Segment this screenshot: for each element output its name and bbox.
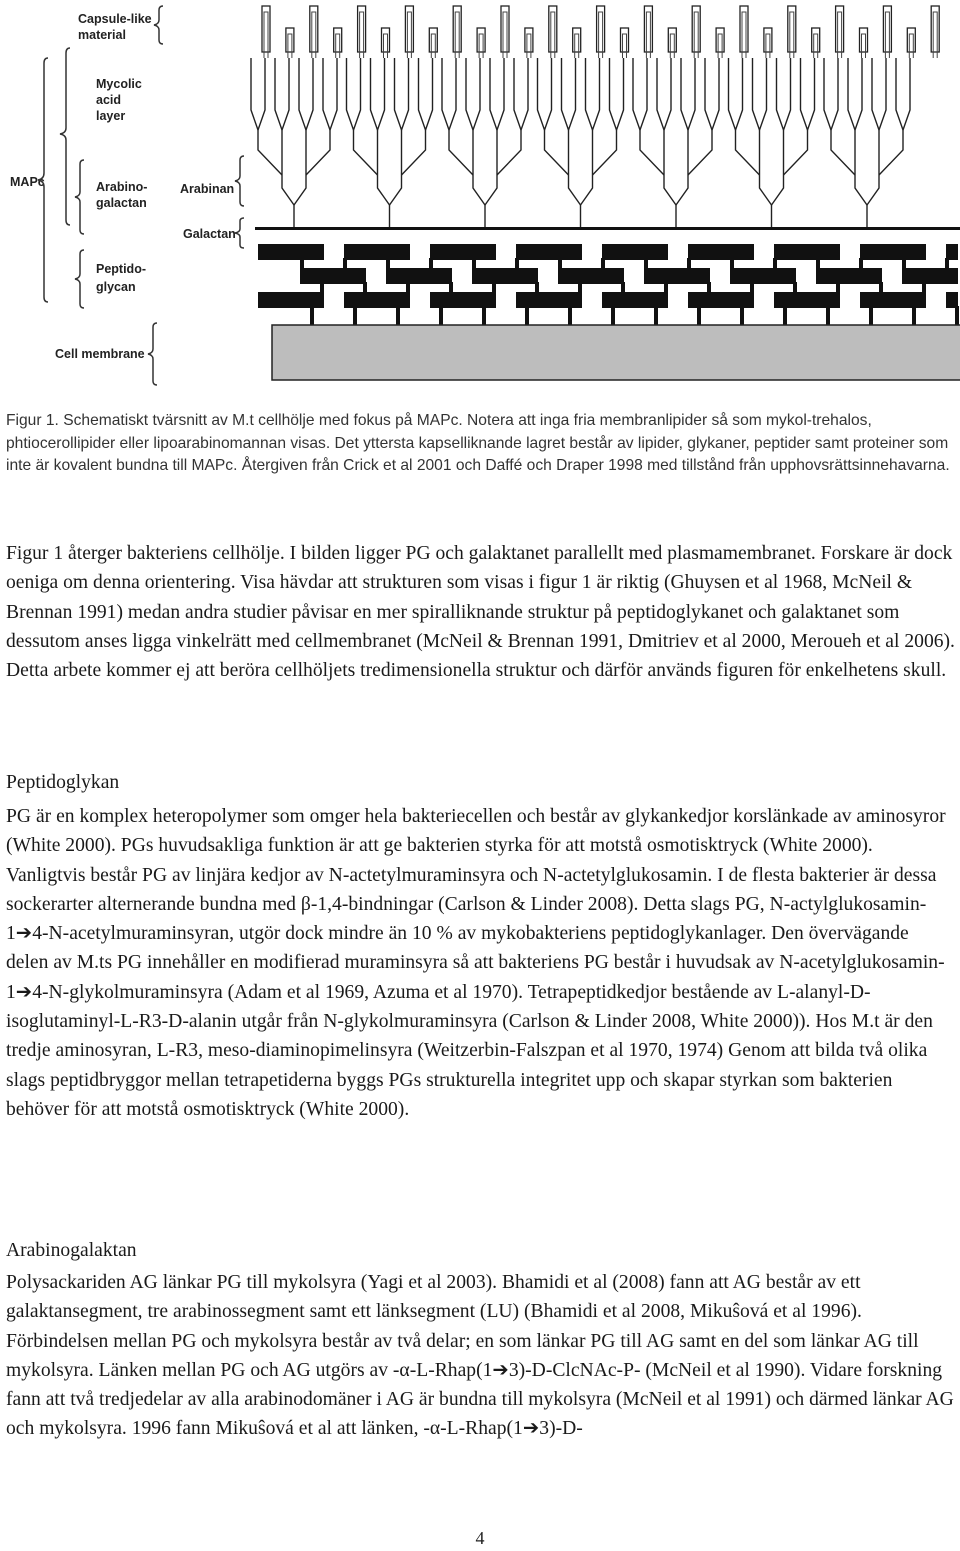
arabinan-branch bbox=[442, 58, 449, 130]
arabinan-branch bbox=[879, 58, 886, 130]
arabinan-branch bbox=[824, 58, 831, 130]
peptidoglycan-strand bbox=[602, 292, 668, 308]
arabinan-branch bbox=[736, 130, 760, 175]
peptide-crosslink bbox=[343, 258, 347, 270]
arabinan-branch bbox=[831, 130, 855, 175]
peptidoglycan-strand bbox=[258, 244, 324, 260]
brace-arabinogalactan bbox=[75, 160, 84, 234]
arabinan-branch bbox=[419, 58, 426, 130]
arabinan-branch bbox=[395, 58, 402, 130]
arabinan-branch bbox=[402, 58, 409, 130]
arabinan-branch bbox=[306, 130, 330, 175]
arabinan-branch bbox=[729, 58, 736, 130]
peptide-crosslink bbox=[793, 282, 797, 294]
peptide-crosslink bbox=[439, 306, 443, 325]
arabinan-branch bbox=[347, 58, 354, 130]
peptidoglycan-strand bbox=[516, 292, 582, 308]
peptide-crosslink bbox=[902, 258, 906, 270]
peptide-crosslink bbox=[773, 258, 777, 270]
peptide-crosslink bbox=[300, 258, 304, 270]
peptide-crosslink bbox=[740, 306, 744, 325]
peptide-crosslink bbox=[750, 282, 754, 294]
arabinan-branch bbox=[390, 175, 402, 205]
peptidoglycan-strand bbox=[300, 268, 366, 284]
mycolic-acid-hairpin bbox=[860, 28, 868, 52]
peptide-crosslink bbox=[601, 258, 605, 270]
label-galactan: Galactan bbox=[183, 227, 236, 241]
peptidoglycan-strand bbox=[730, 268, 796, 284]
mycolic-acid-hairpin bbox=[262, 6, 270, 52]
peptide-crosslink bbox=[578, 282, 582, 294]
arabinan-branch bbox=[801, 58, 808, 130]
arabinan-branch bbox=[688, 130, 712, 175]
arabinan-branch bbox=[808, 58, 815, 130]
label-mycolic-acid-layer: Mycolic acid layer bbox=[96, 77, 142, 123]
brace-capsule bbox=[154, 6, 163, 44]
peptide-crosslink bbox=[912, 306, 916, 325]
mycolic-acid-hairpin bbox=[907, 28, 915, 52]
mycolic-acid-hairpin bbox=[310, 6, 318, 52]
mycolic-acid-hairpin bbox=[621, 28, 629, 52]
arabinan-branch bbox=[497, 130, 521, 175]
brace-mycolic bbox=[60, 48, 70, 225]
peptide-crosslink bbox=[449, 282, 453, 294]
peptide-crosslink bbox=[955, 306, 959, 325]
cell-envelope-figure bbox=[0, 0, 960, 395]
peptide-crosslink bbox=[386, 258, 390, 270]
arabinan-branch bbox=[323, 58, 330, 130]
arabinan-branch bbox=[855, 58, 862, 130]
arabinan-branch bbox=[753, 58, 760, 130]
peptidoglycan-strand bbox=[430, 292, 496, 308]
peptidoglycan-strand bbox=[902, 268, 958, 284]
peptide-crosslink bbox=[429, 258, 433, 270]
arabinan-branch bbox=[299, 58, 306, 130]
arabinan-branch bbox=[449, 130, 473, 175]
arabinan-branch bbox=[258, 58, 265, 130]
peptidoglycan-strand bbox=[946, 292, 958, 308]
peptidoglycan-strand bbox=[774, 244, 840, 260]
peptidoglycan-layer bbox=[258, 244, 960, 325]
arabinan-branch bbox=[831, 58, 838, 130]
mycolic-acid-hairpin bbox=[883, 6, 891, 52]
mycolic-acid-hairpin bbox=[501, 6, 509, 52]
peptidoglycan-strand bbox=[688, 244, 754, 260]
arabinan-branch bbox=[688, 58, 695, 130]
peptide-crosslink bbox=[816, 258, 820, 270]
mycolic-acid-hairpin bbox=[549, 6, 557, 52]
peptide-crosslink bbox=[869, 306, 873, 325]
peptide-crosslink bbox=[492, 282, 496, 294]
peptide-crosslink bbox=[406, 282, 410, 294]
arabinan-branch bbox=[676, 175, 688, 205]
cell-membrane-band bbox=[272, 325, 960, 380]
peptide-crosslink bbox=[945, 258, 949, 270]
arabinan-branch bbox=[879, 130, 903, 175]
arabinan-branch bbox=[903, 58, 910, 130]
arabinan-branch bbox=[426, 58, 433, 130]
peptidoglycan-strand bbox=[558, 268, 624, 284]
peptide-crosslink bbox=[611, 306, 615, 325]
mycolic-acid-hairpin bbox=[764, 28, 772, 52]
peptide-crosslink bbox=[826, 306, 830, 325]
arabinan-branch bbox=[545, 58, 552, 130]
mycolic-acid-hairpin bbox=[836, 6, 844, 52]
peptide-crosslink bbox=[396, 306, 400, 325]
paragraph-peptidoglykan: PG är en komplex heteropolymer som omger hela bakteriecellen och består av glykankedjor korslänkade av aminosyror (White 2000). PGs huvudsakliga funktion är att ge bakterien styrka för att motstå osmotisktryck (White 2000). Vanligtvis består PG av linjära kedjor av N-actetylmuraminsyra och N-actetylglukosamin. I de flesta bakterier är dessa sockerarter alternerande bundna med β-1,4-bindningar (Carlson & Linder 2008). Detta slags PG, N-actylglukosamin-1➔4-N-acetylmuraminsyran, utgör dock mindre än 10 % av mykobakteriens peptidoglykanlager. Den övervägande delen av M.ts PG innehåller en modifierad muraminsyra så att bakteriens PG består i huvudsak av N-acetylglukosamin-1➔4-N-glykolmuraminsyra (Adam et al 1969, Azuma et al 1970). Tetrapeptidkedjor bestående av L-alanyl-D-isoglutaminyl-L-R3-D-alanin utgår från N-glykolmuraminsyra (Carlson & Linder 2008, White 2000)). Hos M.t är den tredje aminosyran, L-R3, meso-diaminopimelinsyra (Weitzerbin-Falszpan et al 1970, 1974) Genom att bilda två olika slags peptidbryggor mellan tetrapetiderna byggs PGs strukturella integritet upp och skapar styrkan som bakterien behöver för att motstå osmotisktryck (White 2000). bbox=[6, 806, 946, 1120]
arabinan-branch bbox=[378, 175, 390, 205]
arabinan-branch bbox=[617, 58, 624, 130]
mycolic-acid-layer bbox=[262, 6, 939, 58]
arabinan-branch bbox=[586, 58, 593, 130]
peptidoglycan-strand bbox=[644, 268, 710, 284]
arabinan-branch bbox=[760, 175, 772, 205]
paragraph-arabinogalaktan: Polysackariden AG länkar PG till mykolsyra (Yagi et al 2003). Bhamidi et al (2008) fann att AG består av ett galaktansegment, tre arabinossegment samt ett länksegment (LU) (Bhamidi et al 2008, Mikuŝová et al 1996). Förbindelsen mellan PG och mykolsyra består av två delar; en som länkar PG till AG samt en del som länkar AG till mykolsyra. Länken mellan PG och AG utgörs av -α-L-Rhap(1➔3)-D-ClcNAc-P- (McNeil et al 1990). Vidare forskning fann att två tredjedelar av alla arabinodomäner i AG är bundna till mykolsyra (McNeil et al 1991) och därmed länkar AG och mykolsyra. 1996 fann Mikuŝová et al att länken, -α-L-Rhap(1➔3)-D- bbox=[6, 1272, 954, 1440]
arabinan-branch bbox=[258, 130, 282, 175]
label-capsule: Capsule-like material bbox=[78, 12, 152, 42]
arabinan-branch bbox=[275, 58, 282, 130]
page-number: 4 bbox=[475, 1528, 485, 1548]
arabinan-branch bbox=[664, 58, 671, 130]
arabinan-branch bbox=[569, 175, 581, 205]
galactan-chain bbox=[255, 227, 960, 230]
peptidoglycan-strand bbox=[386, 268, 452, 284]
arabinan-branch bbox=[581, 175, 593, 205]
peptide-crosslink bbox=[535, 282, 539, 294]
mycolic-acid-hairpin bbox=[668, 28, 676, 52]
arabinan-branch bbox=[466, 58, 473, 130]
arabinan-branch bbox=[777, 58, 784, 130]
peptidoglycan-strand bbox=[774, 292, 840, 308]
arabinan-branch bbox=[593, 130, 617, 175]
arabinan-branch bbox=[664, 175, 676, 205]
arabinan-branch bbox=[294, 175, 306, 205]
arabinan-branch bbox=[784, 58, 791, 130]
arabinan-branch bbox=[855, 175, 867, 205]
mycolic-acid-hairpin bbox=[286, 28, 294, 52]
arabinan-branch bbox=[760, 58, 767, 130]
arabinan-branch bbox=[538, 58, 545, 130]
peptide-crosslink bbox=[922, 282, 926, 294]
peptide-crosslink bbox=[687, 258, 691, 270]
peptidoglycan-strand bbox=[688, 292, 754, 308]
peptide-crosslink bbox=[310, 306, 314, 325]
arabinan-branch bbox=[633, 58, 640, 130]
label-peptidoglycan: Peptido- glycan bbox=[96, 262, 146, 294]
arabinan-branch bbox=[712, 58, 719, 130]
paragraph-intro: Figur 1 återger bakteriens cellhölje. I bilden ligger PG och galaktanet parallellt med plasmamembranet. Forskare är dock oeniga om denna orientering. Visa hävdar att strukturen som visas i figur 1 är riktig (Ghuysen et al 1968, McNeil & Brennan 1991) medan andra studier påvisar en mer spiralliknande struktur på peptidoglykanet och galaktanet som dessutom anses ligga vinkelrätt med cellmembranet (McNeil & Brennan 1991, Dmitriev et al 2000, Meroueh et al 2006). Detta arbete kommer ej att beröra cellhöljets tredimensionella struktur och därför används figuren för enkelhetens skull. bbox=[6, 543, 955, 682]
peptidoglycan-strand bbox=[860, 292, 926, 308]
arabinan-branch bbox=[640, 130, 664, 175]
mycolic-acid-hairpin bbox=[788, 6, 796, 52]
brace-galactan bbox=[235, 218, 244, 248]
label-arabinogalactan: Arabino- galactan bbox=[96, 180, 148, 210]
peptidoglycan-strand bbox=[602, 244, 668, 260]
arabinan-branch bbox=[251, 58, 258, 130]
peptide-crosslink bbox=[664, 282, 668, 294]
mycolic-acid-hairpin bbox=[405, 6, 413, 52]
peptide-crosslink bbox=[482, 306, 486, 325]
arabinan-branch bbox=[872, 58, 879, 130]
arabinan-branch bbox=[282, 58, 289, 130]
mycolic-acid-hairpin bbox=[597, 6, 605, 52]
arabinan-branch bbox=[378, 58, 385, 130]
arabinan-branch bbox=[772, 175, 784, 205]
mycolic-acid-hairpin bbox=[931, 6, 939, 52]
figure-caption: Figur 1. Schematiskt tvärsnitt av M.t cellhölje med fokus på MAPc. Notera att inga fria membranlipider så som mykol-trehalos, phtiocerollipider eller lipoarabinomannan visas. Det yttersta kapselliknande lagret består av lipider, glykaner, peptider samt proteiner som inte är kovalent bundna till MAPc. Återgiven från Crick et al 2001 och Daffé och Draper 1998 med tillstånd från upphovsrättsinnehavarna. bbox=[6, 412, 950, 475]
peptide-crosslink bbox=[525, 306, 529, 325]
peptide-crosslink bbox=[879, 282, 883, 294]
arabinan-branch bbox=[473, 58, 480, 130]
brace-arabinan bbox=[235, 156, 244, 206]
arabinan-branch bbox=[473, 175, 485, 205]
mycolic-acid-hairpin bbox=[382, 28, 390, 52]
peptidoglycan-strand bbox=[516, 244, 582, 260]
arabinan-branch bbox=[282, 175, 294, 205]
arabinan-branch bbox=[354, 130, 378, 175]
arabinan-branch bbox=[490, 58, 497, 130]
label-arabinan: Arabinan bbox=[180, 182, 235, 196]
arabinan-branch bbox=[485, 175, 497, 205]
arabinan-branch bbox=[562, 58, 569, 130]
arabinan-branch bbox=[896, 58, 903, 130]
arabinan-branch bbox=[354, 58, 361, 130]
peptide-crosslink bbox=[730, 258, 734, 270]
arabinan-branch bbox=[371, 58, 378, 130]
mycolic-acid-hairpin bbox=[358, 6, 366, 52]
arabinan-branch bbox=[610, 58, 617, 130]
mycolic-acid-hairpin bbox=[573, 28, 581, 52]
peptide-crosslink bbox=[472, 258, 476, 270]
arabinan-branch bbox=[657, 58, 664, 130]
brace-peptidoglycan bbox=[75, 250, 84, 308]
mycolic-acid-hairpin bbox=[429, 28, 437, 52]
peptide-crosslink bbox=[621, 282, 625, 294]
peptidoglycan-strand bbox=[258, 292, 324, 308]
peptidoglycan-strand bbox=[344, 292, 410, 308]
arabinan-branch bbox=[545, 130, 569, 175]
arabinan-branch bbox=[449, 58, 456, 130]
arabinan-branch bbox=[569, 58, 576, 130]
label-cell-membrane: Cell membrane bbox=[55, 347, 145, 361]
arabinan-branch bbox=[784, 130, 808, 175]
mycolic-acid-hairpin bbox=[477, 28, 485, 52]
peptidoglycan-strand bbox=[946, 244, 958, 260]
peptide-crosslink bbox=[515, 258, 519, 270]
peptidoglycan-strand bbox=[860, 244, 926, 260]
mycolic-acid-hairpin bbox=[334, 28, 342, 52]
peptide-crosslink bbox=[783, 306, 787, 325]
peptide-crosslink bbox=[363, 282, 367, 294]
mycolic-acid-hairpin bbox=[692, 6, 700, 52]
arabinan-branch bbox=[306, 58, 313, 130]
peptidoglycan-strand bbox=[472, 268, 538, 284]
mycolic-acid-hairpin bbox=[453, 6, 461, 52]
label-mapc: MAPc bbox=[10, 175, 45, 189]
arabinan-branch bbox=[640, 58, 647, 130]
arabinan-branch bbox=[330, 58, 337, 130]
arabinan-branch bbox=[521, 58, 528, 130]
arabinan-branch bbox=[736, 58, 743, 130]
arabinan-branch bbox=[514, 58, 521, 130]
arabinan-branch bbox=[497, 58, 504, 130]
heading-arabinogalaktan: Arabinogalaktan bbox=[6, 1240, 137, 1261]
arabinan-branch bbox=[867, 175, 879, 205]
mycolic-acid-hairpin bbox=[644, 6, 652, 52]
peptide-crosslink bbox=[353, 306, 357, 325]
peptide-crosslink bbox=[707, 282, 711, 294]
arabinan-trees bbox=[251, 58, 910, 228]
peptide-crosslink bbox=[697, 306, 701, 325]
arabinan-branch bbox=[402, 130, 426, 175]
peptidoglycan-strand bbox=[430, 244, 496, 260]
arabinan-branch bbox=[681, 58, 688, 130]
heading-peptidoglykan: Peptidoglykan bbox=[6, 772, 120, 793]
peptide-crosslink bbox=[836, 282, 840, 294]
arabinan-branch bbox=[705, 58, 712, 130]
peptide-crosslink bbox=[558, 258, 562, 270]
mycolic-acid-hairpin bbox=[740, 6, 748, 52]
peptide-crosslink bbox=[568, 306, 572, 325]
peptidoglycan-strand bbox=[344, 244, 410, 260]
arabinan-branch bbox=[593, 58, 600, 130]
peptidoglycan-strand bbox=[816, 268, 882, 284]
peptide-crosslink bbox=[654, 306, 658, 325]
peptide-crosslink bbox=[859, 258, 863, 270]
brace-cell-membrane bbox=[148, 323, 157, 385]
peptide-crosslink bbox=[320, 282, 324, 294]
mycolic-acid-hairpin bbox=[525, 28, 533, 52]
mycolic-acid-hairpin bbox=[716, 28, 724, 52]
arabinan-branch bbox=[848, 58, 855, 130]
mycolic-acid-hairpin bbox=[812, 28, 820, 52]
peptide-crosslink bbox=[644, 258, 648, 270]
